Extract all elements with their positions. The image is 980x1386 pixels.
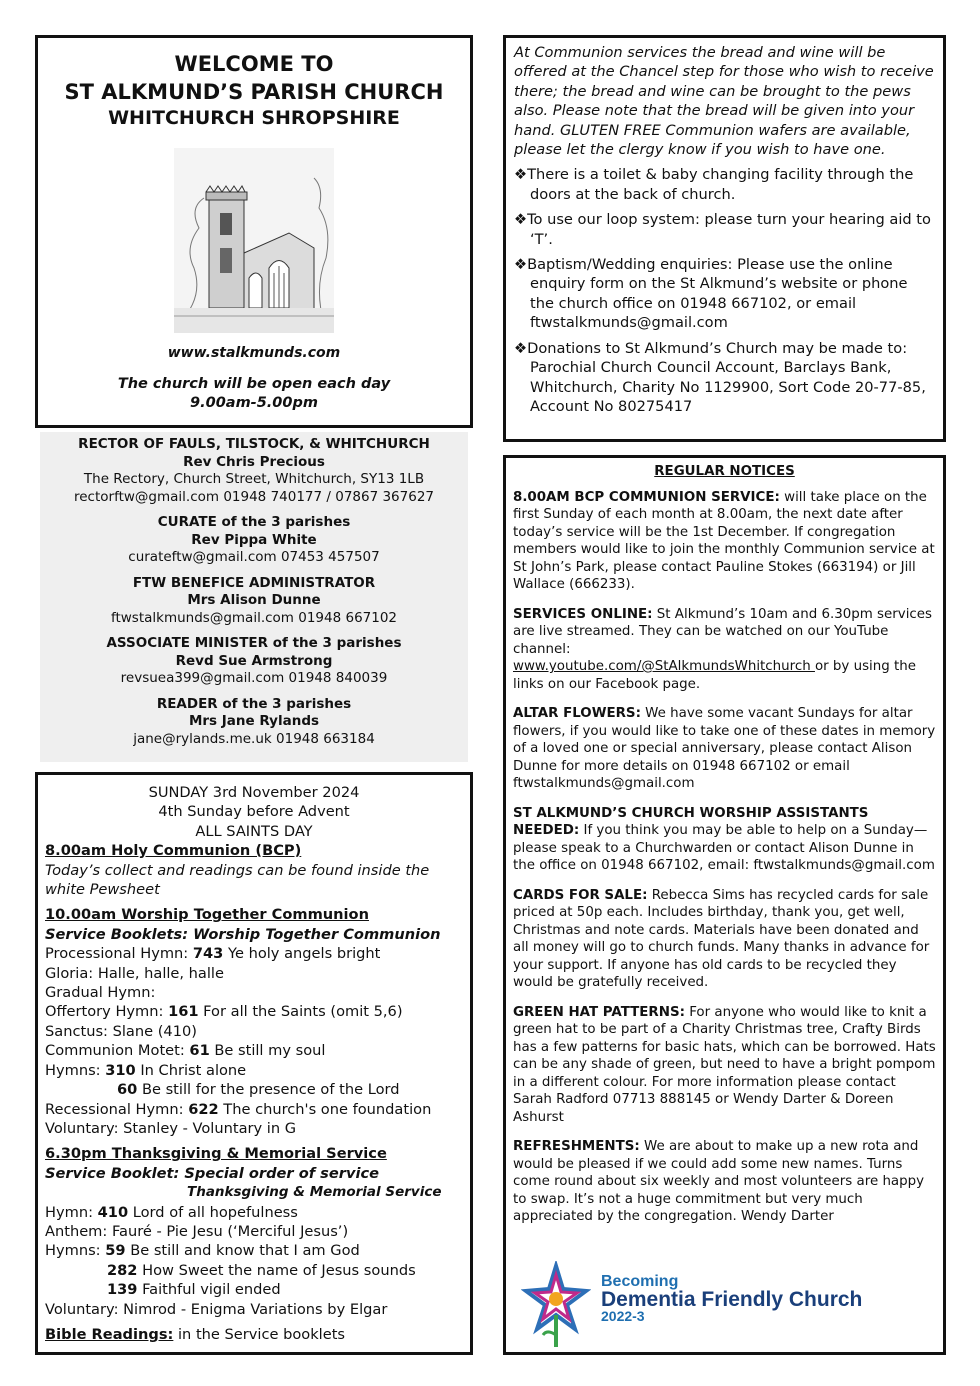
- clergy-contact: jane@rylands.me.uk 01948 663184: [133, 730, 375, 747]
- logo-line-1: Becoming: [601, 1273, 679, 1290]
- notice-item: SERVICES ONLINE: St Alkmund’s 10am and 6.30pm services are live streamed. They can be watched on our YouTube channel: www.youtube.com/@StAlkmundsWhitchurch or by using the links on our Facebook page.: [513, 606, 933, 692]
- bullet-item: ❖To use our loop system: please turn your hearing aid to ‘T’.: [514, 211, 931, 248]
- anthem: Anthem: Fauré - Pie Jesu (‘Merciful Jesus’): [45, 1222, 349, 1240]
- hymns-630-line-2: 282 How Sweet the name of Jesus sounds: [107, 1261, 416, 1279]
- church-sketch-image: [174, 148, 334, 333]
- clergy-entry: [40, 696, 468, 749]
- youtube-link[interactable]: www.youtube.com/@StAlkmundsWhitchurch: [513, 659, 815, 674]
- clergy-name: Mrs Jane Rylands: [188, 713, 320, 729]
- bullet-item: ❖Baptism/Wedding enquiries: Please use the online enquiry form on the St Alkmund’s website or phone the church office on 01948 667102, or email ftwstalkmunds@gmail.com: [514, 256, 908, 332]
- clergy-role: RECTOR OF FAULS, TILSTOCK, & WHITCHURCH: [78, 436, 430, 452]
- clergy-entry: [40, 635, 468, 688]
- offertory-hymn: Offertory Hymn: 161 For all the Saints (omit 5,6): [45, 1003, 403, 1021]
- service-1-title: 8.00am Holy Communion (BCP): [45, 842, 302, 860]
- hymns-630-line-3: 139 Faithful vigil ended: [107, 1281, 281, 1299]
- sanctus: Sanctus: Slane (410): [45, 1022, 197, 1040]
- processional-hymn: Processional Hymn: 743 Ye holy angels bright: [45, 945, 381, 963]
- communion-motet: Communion Motet: 61 Be still my soul: [45, 1042, 326, 1060]
- service-date: SUNDAY 3rd November 2024: [148, 784, 360, 801]
- notice-item: 8.00AM BCP COMMUNION SERVICE: will take place on the first Sunday of each month at 8.00am, the next date after today’s service will be the 1st December. If congregation members would like to join the monthly Communion service at St John’s Park, please contact Pauline Stokes (663194) or Jill Wallace (666233).: [513, 489, 935, 592]
- hymns-630-line-1: Hymns: 59 Be still and know that I am God: [45, 1242, 360, 1260]
- info-box: [503, 35, 946, 442]
- voluntary-630: Voluntary: Nimrod - Enigma Variations by Elgar: [45, 1300, 388, 1318]
- recessional-hymn: Recessional Hymn: 622 The church's one foundation: [45, 1100, 432, 1118]
- clergy-contact: curateftw@gmail.com 07453 457507: [128, 549, 380, 565]
- clergy-name: Rev Chris Precious: [183, 453, 325, 470]
- notice-item: ALTAR FLOWERS: We have some vacant Sundays for altar flowers, if you would like to take one of these dates in memory of a loved one or special anniversary, please contact Alison Dunne for more details on 01948 667102 or email ftwstalkmunds@gmail.com: [513, 706, 936, 791]
- bullet-item: ❖Donations to St Alkmund’s Church may be made to: Parochial Church Council Account, Barclays Bank, Whitchurch, Charity No 1129900, Sort Code 20-77-85, Account No 80275417: [514, 339, 926, 415]
- notice-item: REFRESHMENTS: We are about to make up a new rota and would be pleased if we could add some new names. Turns come round about six weekly and most volunteers are happy to swap. It’s not a huge commitment but very much appreciated by the congregation. Wendy Darter: [513, 1139, 925, 1224]
- welcome-title: WELCOME TO: [174, 52, 334, 76]
- clergy-contacts: [40, 432, 468, 762]
- clergy-address: The Rectory, Church Street, Whitchurch, SY13 1LB: [83, 471, 425, 487]
- opening-hours: [38, 375, 470, 413]
- clergy-name: Revd Sue Armstrong: [175, 652, 333, 669]
- dementia-friendly-logo: [521, 1261, 921, 1351]
- service-3-booklet-2: Thanksgiving & Memorial Service: [187, 1184, 442, 1201]
- gloria: Gloria: Halle, halle, halle: [45, 964, 224, 982]
- sunday-title: 4th Sunday before Advent: [158, 803, 350, 821]
- gradual-hymn: Gradual Hymn:: [45, 984, 156, 1002]
- notices-box: [503, 455, 946, 1355]
- church-name: ST ALKMUND’S PARISH CHURCH: [64, 80, 444, 104]
- clergy-contact: ftwstalkmunds@gmail.com 01948 667102: [110, 609, 398, 626]
- website-text: www.stalkmunds.com: [167, 345, 341, 361]
- clergy-name: Rev Pippa White: [191, 531, 317, 548]
- feast-title: ALL SAINTS DAY: [195, 822, 313, 840]
- services-box: [35, 772, 473, 1355]
- opening-line-2: 9.00am-5.00pm: [190, 395, 318, 411]
- clergy-entry: [40, 575, 468, 628]
- service-3-booklet: Service Booklet: Special order of service: [45, 1164, 380, 1182]
- service-2-booklet: Service Booklets: Worship Together Communion: [45, 925, 441, 943]
- voluntary-10am: Voluntary: Stanley - Voluntary in G: [45, 1119, 297, 1137]
- hymns-line-1: Hymns: 310 In Christ alone: [45, 1061, 247, 1079]
- communion-info: At Communion services the bread and wine will be offered at the Chancel step for those who wish to receive there; the bread and wine can be brought to the pews also. Please note that the bread will be given into your hand. GLUTEN FREE Communion wafers are available, please let the clergy know if you wish to have one.: [514, 44, 934, 159]
- service-1-note: Today’s collect and readings can be found inside the white Pewsheet: [45, 861, 430, 899]
- clergy-contact: revsuea399@gmail.com 01948 840039: [120, 670, 388, 686]
- clergy-entry: [40, 436, 468, 506]
- bullet-item: ❖There is a toilet & baby changing facility through the doors at the back of church.: [514, 166, 914, 203]
- opening-line-1: The church will be open each day: [117, 376, 391, 392]
- hymns-line-2: 60 Be still for the presence of the Lord: [117, 1081, 400, 1099]
- logo-line-2: Dementia Friendly Church: [601, 1287, 863, 1311]
- clergy-role: READER of the 3 parishes: [156, 695, 352, 712]
- clergy-role: CURATE of the 3 parishes: [157, 514, 351, 530]
- church-location: WHITCHURCH SHROPSHIRE: [108, 107, 400, 129]
- clergy-entry: [40, 514, 468, 567]
- notice-item: GREEN HAT PATTERNS: For anyone who would like to knit a green hat to be part of a Charity Christmas tree, Crafty Birds has a few patterns for basic hats, which can be borrowed. Hats can be any shade of green, but need to have a bright pompom in a different colour. For more information please contact Sarah Radford 07713 888145 or Wendy Darter & Doreen Ashurst: [513, 1004, 936, 1125]
- clergy-contact: rectorftw@gmail.com 01948 740177 / 07867 367627: [73, 488, 435, 505]
- clergy-name: Mrs Alison Dunne: [187, 592, 321, 608]
- hymn-630: Hymn: 410 Lord of all hopefulness: [45, 1203, 298, 1221]
- service-3-title: 6.30pm Thanksgiving & Memorial Service: [45, 1145, 387, 1163]
- notice-item: ST ALKMUND’S CHURCH WORSHIP ASSISTANTS NEEDED: If you think you may be able to help on a Sunday—please speak to a Churchwarden or contact Alison Dunne in the office on 01948 667102, email: ftwstalkmunds@gmail.com: [513, 805, 935, 873]
- flower-icon: [521, 1261, 591, 1349]
- notices-title: REGULAR NOTICES: [654, 464, 795, 479]
- clergy-role: FTW BENEFICE ADMINISTRATOR: [132, 574, 376, 591]
- bible-readings: Bible Readings: in the Service booklets: [45, 1325, 346, 1343]
- logo-line-3: 2022-3: [601, 1308, 645, 1324]
- welcome-box: [35, 35, 473, 428]
- clergy-role: ASSOCIATE MINISTER of the 3 parishes: [106, 635, 402, 651]
- notice-item: CARDS FOR SALE: Rebecca Sims has recycled cards for sale priced at 50p each. Includes birthday, thank you, get well, Christmas and note cards. Materials have been donated and all money will go to church funds. Many thanks in advance for your support. If anyone has old cards to be recycled they would be gratefully received.: [513, 887, 930, 990]
- service-2-title: 10.00am Worship Together Communion: [45, 906, 369, 924]
